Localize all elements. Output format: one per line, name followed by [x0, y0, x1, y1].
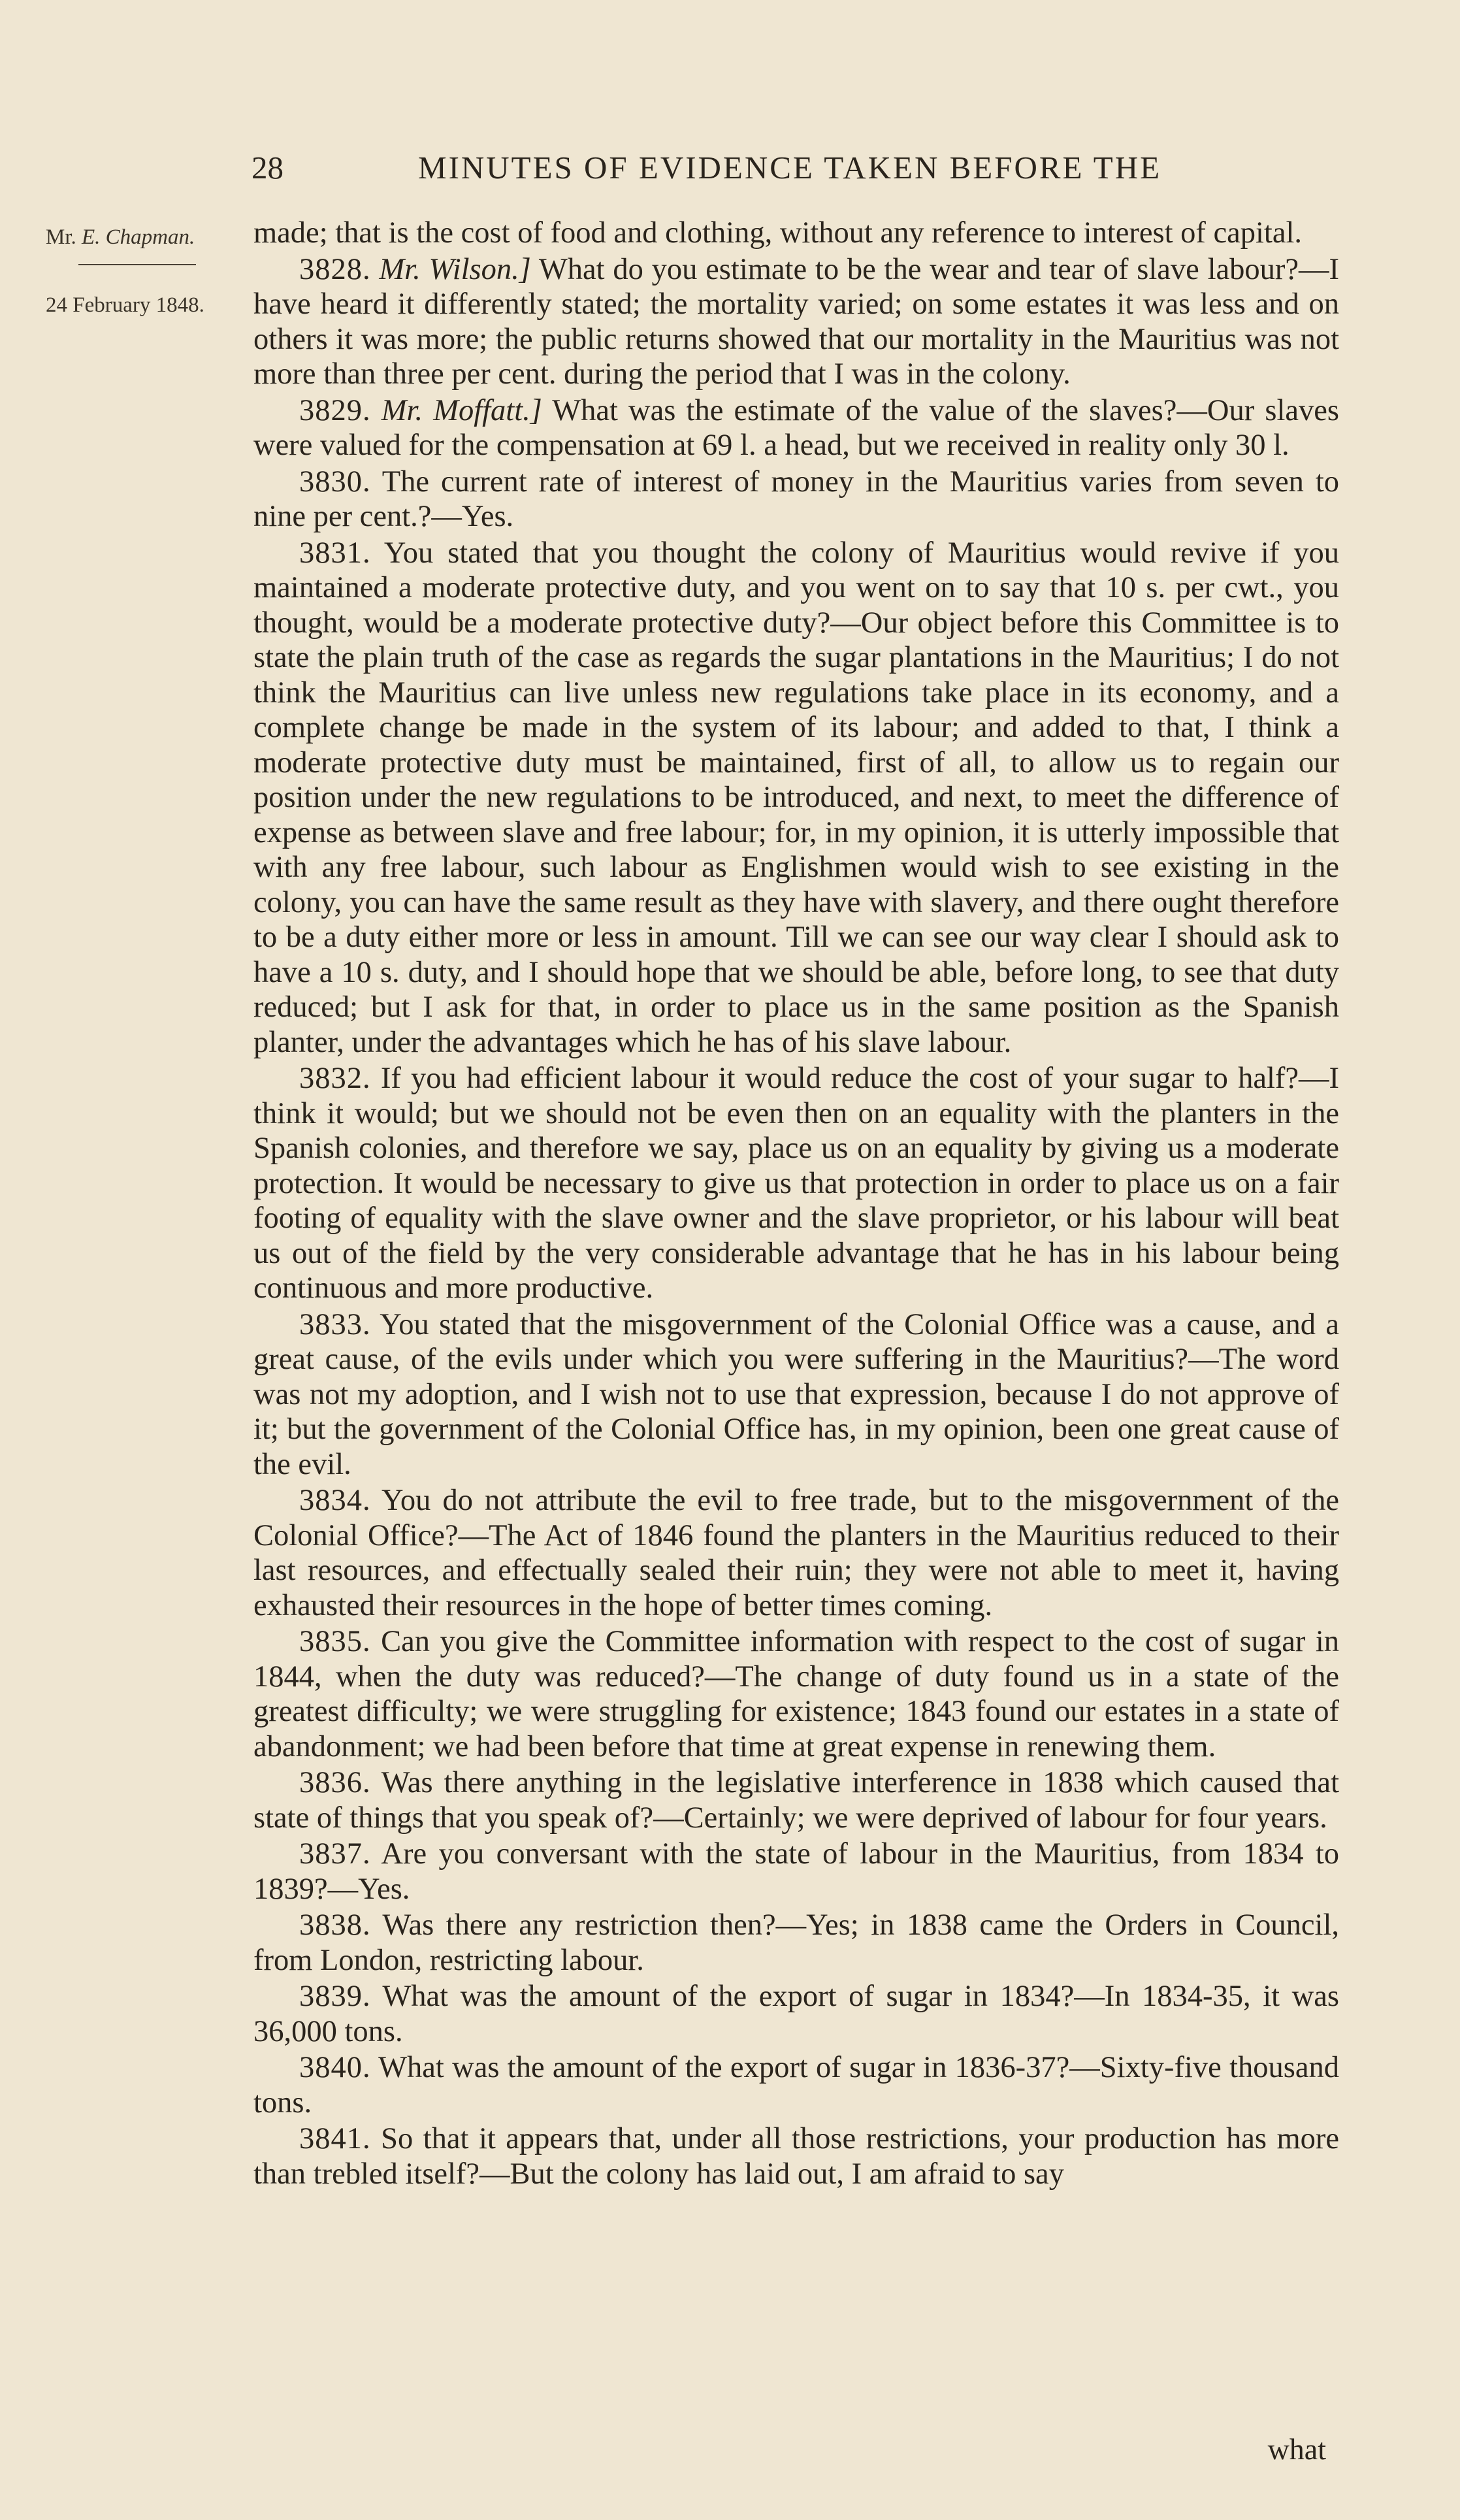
- margin-rule: [78, 264, 196, 265]
- question-paragraph: [253, 1765, 1339, 1835]
- paragraph-text: The current rate of interest of money in the Mauritius varies from seven to nine per cent.?—Yes.: [253, 465, 1339, 533]
- running-head: MINUTES OF EVIDENCE TAKEN BEFORE THE: [418, 150, 1162, 186]
- question-paragraph: [253, 1908, 1339, 1978]
- paragraph-text: Are you conversant with the state of labour in the Mauritius, from 1834 to 1839?—Yes.: [253, 1837, 1340, 1906]
- question-paragraph: [253, 1483, 1339, 1623]
- question-paragraph: [253, 1061, 1339, 1306]
- question-paragraph: [253, 1624, 1339, 1764]
- question-number: 3838.: [299, 1908, 371, 1942]
- question-number: 3832.: [299, 1062, 371, 1095]
- question-number: 3833.: [299, 1307, 371, 1341]
- paragraph-text: What was the amount of the export of sugar in 1836-37?—Sixty-five thousand tons.: [253, 2051, 1339, 2119]
- paragraph-text: Was there anything in the legislative interference in 1838 which caused that state of things that you speak of?—Certainly; we were deprived of labour for four years.: [253, 1766, 1339, 1835]
- paragraph-text: So that it appears that, under all those restrictions, your production has more than trebled itself?—But the colony has laid out, I am afraid to say: [253, 2122, 1340, 2191]
- paragraph-text: What do you estimate to be the wear and tear of slave labour?—I have heard it differently stated; the mortality varied; on some estates it was less and on others it was more; the public returns showed that our mortality in the Mauritius was not more than three per cent. during the period that I was in the colony.: [253, 252, 1339, 391]
- question-number: 3837.: [299, 1837, 371, 1871]
- question-number: 3840.: [299, 2051, 371, 2084]
- question-paragraph: [253, 2121, 1339, 2191]
- paragraph-text: What was the amount of the export of sugar in 1834?—In 1834-35, it was 36,000 tons.: [253, 1980, 1339, 2048]
- continued-paragraph: [253, 216, 1339, 251]
- paragraph-text: You stated that the misgovernment of the Colonial Office was a cause, and a great cause, of the evils under which you were suffering in the Mauritius?—The word was not my adoption, and I wish not to use that expression, because I do not approve of it; but the government of the Colonial Office has, in my opinion, been one great cause of the evil.: [253, 1307, 1339, 1481]
- question-number: 3835.: [299, 1625, 371, 1658]
- evidence-text: [253, 216, 1339, 2193]
- page-header: [251, 149, 1375, 195]
- margin-note: [46, 222, 242, 320]
- question-number: 3836.: [299, 1766, 371, 1799]
- paragraph-text: Was there any restriction then?—Yes; in 1838 came the Orders in Council, from London, restricting labour.: [253, 1908, 1339, 1977]
- question-number: 3828.: [299, 252, 371, 286]
- paragraph-text: You stated that you thought the colony of Mauritius would revive if you maintained a moderate protective duty, and you went on to say that 10 s. per cwt., you thought, would be a moderate protective duty?—Our object before this Committee is to state the plain truth of the case as regards the sugar plantations in the Mauritius; I do not think the Mauritius can live unless new regulations take place in its economy, and a complete change be made in the system of its labour; and added to that, I think a moderate protective duty must be maintained, first of all, to allow us to regain our position under the new regulations to be introduced, and next, to meet the difference of expense as between slave and free labour; for, in my opinion, it is utterly impossible that with any free labour, such labour as Englishmen would wish to see existing in the colony, you can have the same result as they have with slavery, and there ought therefore to be a duty either more or less in amount. Till we can see our way clear I should ask to have a 10 s. duty, and I should hope that we should be able, before long, to see that duty reduced; but I ask for that, in order to place us in the same position as the Spanish planter, under the advantages which he has of his slave labour.: [253, 536, 1340, 1059]
- question-paragraph: [253, 1837, 1339, 1906]
- question-paragraph: [253, 2050, 1339, 2120]
- catchword: what: [1267, 2432, 1326, 2466]
- witness-name: Mr. E. Chapman.: [46, 225, 195, 249]
- question-paragraph: [253, 465, 1339, 534]
- paragraph-text: If you had efficient labour it would reduce the cost of your sugar to half?—I think it would; but we should not be even then on an equality with the planters in the Spanish colonies, and therefore we say, place us on an equality by giving us a moderate protection. It would be necessary to give us that protection in order to place us on a fair footing of equality with the slave owner and the slave proprietor, or his labour will beat us out of the field by the very considerable advantage that he has in his labour being continuous and more productive.: [253, 1062, 1340, 1305]
- page-number: 28: [251, 150, 284, 186]
- speaker-name: Mr. Moffatt.]: [381, 393, 542, 427]
- speaker-name: Mr. Wilson.]: [379, 252, 531, 286]
- question-number: 3834.: [299, 1484, 371, 1517]
- paragraph-text: You do not attribute the evil to free trade, but to the misgovernment of the Colonial Office?—The Act of 1846 found the planters in the Mauritius reduced to their last resources, and effectually sealed their ruin; they were not able to meet it, having exhausted their resources in the hope of better times coming.: [253, 1484, 1339, 1622]
- question-number: 3829.: [299, 393, 371, 427]
- hearing-date: 24 February 1848.: [46, 293, 204, 317]
- question-paragraph: [253, 1307, 1339, 1482]
- question-paragraph: [253, 393, 1339, 463]
- question-number: 3841.: [299, 2122, 371, 2155]
- paragraph-text: What was the estimate of the value of the slaves?—Our slaves were valued for the compensation at 69 l. a head, but we received in reality only 30 l.: [253, 393, 1340, 462]
- question-paragraph: [253, 1979, 1339, 2049]
- question-number: 3831.: [299, 536, 371, 570]
- paragraph-text: made; that is the cost of food and clothing, without any reference to interest of capital.: [253, 216, 1303, 250]
- question-number: 3839.: [299, 1980, 371, 2013]
- question-paragraph: [253, 252, 1339, 392]
- paragraph-text: Can you give the Committee information with respect to the cost of sugar in 1844, when the duty was reduced?—The change of duty found us in a state of the greatest difficulty; we were struggling for existence; 1843 found our estates in a state of abandonment; we had been before that time at great expense in renewing them.: [253, 1625, 1340, 1763]
- question-number: 3830.: [299, 465, 371, 499]
- question-paragraph: [253, 536, 1339, 1060]
